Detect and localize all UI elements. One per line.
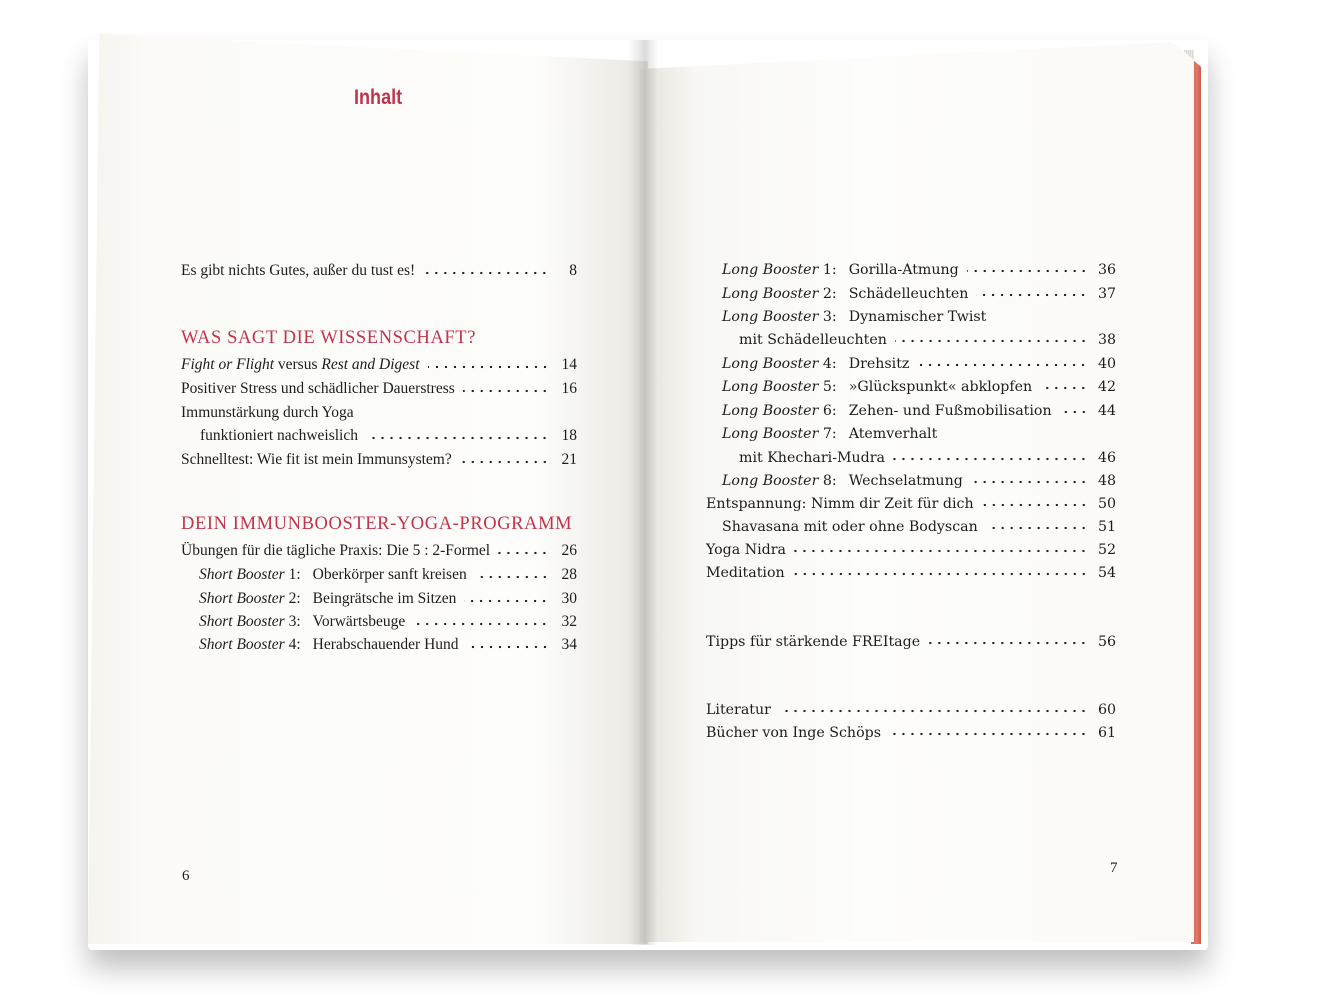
toc-page-number: 44 — [1097, 403, 1116, 419]
toc-entry-text: »Glückspunkt« abklopfen — [848, 379, 1033, 395]
left-page — [88, 34, 648, 944]
toc-page-number: 42 — [1097, 379, 1116, 395]
toc-entry — [722, 420, 1116, 442]
booster-number: 1: — [288, 566, 301, 583]
leader-dots — [976, 293, 1088, 297]
leader-dots — [498, 551, 549, 555]
toc-page-number: 61 — [1097, 725, 1116, 741]
booster-label: Short Booster — [199, 613, 285, 630]
toc-entry — [199, 562, 577, 584]
leader-dots — [463, 389, 549, 393]
toc-page-number: 37 — [1097, 286, 1116, 302]
toc-entry-text: Schnelltest: Wie fit ist mein Immunsystem? — [181, 451, 452, 468]
toc-entry-text: Yoga Nidra — [706, 542, 786, 558]
leader-dots — [464, 599, 549, 603]
leader-dots — [460, 460, 549, 464]
leader-dots — [793, 572, 1088, 576]
toc-entry — [739, 326, 1116, 348]
toc-entry — [181, 258, 577, 280]
toc-entry — [722, 350, 1116, 372]
booster-label: Long Booster — [722, 403, 819, 419]
toc-entry — [706, 490, 1116, 512]
toc-entry — [722, 303, 1116, 325]
toc-entry-text: Meditation — [706, 565, 785, 581]
book-gutter — [628, 40, 658, 945]
toc-entry — [181, 376, 577, 398]
toc-page-number: 26 — [561, 542, 577, 559]
toc-entry-text: Atemverhalt — [848, 426, 938, 442]
booster-number: 4: — [822, 356, 837, 372]
toc-entry-text: Dynamischer Twist — [848, 309, 987, 325]
booster-label: Long Booster — [722, 286, 819, 302]
toc-entry-text: funktioniert nachweislich — [200, 427, 358, 444]
leader-dots — [467, 645, 549, 649]
toc-entry-text: mit Schädelleuchten — [739, 332, 887, 348]
booster-number: 4: — [288, 636, 301, 653]
booster-label: Short Booster — [199, 590, 285, 607]
toc-entry — [722, 373, 1116, 395]
toc-entry — [706, 696, 1116, 718]
toc-page-number: 18 — [561, 427, 577, 444]
toc-entry-text: Tipps für stärkende FREItage — [706, 634, 921, 650]
booster-label: Short Booster — [199, 566, 285, 583]
toc-entry — [722, 256, 1116, 278]
section-heading: DEIN IMMUNBOOSTER-YOGA-PROGRAMM — [181, 514, 573, 534]
toc-page-number: 21 — [561, 451, 577, 468]
leader-dots — [917, 363, 1088, 367]
leader-dots — [889, 732, 1088, 736]
toc-entry-text: Literatur — [706, 702, 771, 718]
toc-entry — [739, 444, 1116, 466]
toc-entry-text: Gorilla-Atmung — [848, 262, 959, 278]
toc-page-number: 30 — [561, 590, 577, 607]
booster-label: Long Booster — [722, 309, 819, 325]
toc-page-number: 56 — [1097, 634, 1116, 650]
toc-entry — [199, 632, 577, 654]
toc-entry-text: Übungen für die tägliche Praxis: Die 5 : 2-Formel — [181, 542, 491, 559]
toc-entry — [706, 628, 1116, 650]
toc-page-number: 40 — [1097, 356, 1116, 372]
toc-page-number: 60 — [1097, 702, 1116, 718]
leader-dots — [794, 549, 1088, 553]
toc-entry-text: Bücher von Inge Schöps — [706, 725, 881, 741]
booster-label: Long Booster — [722, 356, 819, 372]
page-number-left: 6 — [182, 868, 190, 884]
toc-page-number: 32 — [561, 613, 577, 630]
toc-entry — [722, 513, 1116, 535]
toc-entry-text: Immunstärkung durch Yoga — [181, 404, 354, 421]
toc-entry — [706, 719, 1116, 741]
toc-entry — [722, 280, 1116, 302]
toc-page-number: 34 — [561, 636, 577, 653]
toc-entry-text: Beingrätsche im Sitzen — [312, 590, 457, 607]
toc-page-number: 28 — [561, 566, 577, 583]
toc-entry-text: Zehen- und Fußmobilisation — [848, 403, 1052, 419]
booster-label: Short Booster — [199, 636, 285, 653]
toc-entry — [722, 467, 1116, 489]
leader-dots — [893, 457, 1088, 461]
toc-entry-text: Wechselatmung — [848, 473, 963, 489]
toc-entry-text: Vorwärtsbeuge — [312, 613, 406, 630]
leader-dots — [366, 436, 549, 440]
page-number-right: 7 — [1110, 860, 1118, 876]
toc-entry — [200, 423, 577, 445]
toc-page-number: 8 — [569, 262, 577, 279]
toc-entry-text: Es gibt nichts Gutes, außer du tust es! — [181, 262, 416, 279]
booster-number: 3: — [822, 309, 837, 325]
page-title: Inhalt — [354, 86, 403, 109]
section-heading: WAS SAGT DIE WISSENSCHAFT? — [181, 328, 477, 348]
toc-entry-text: mit Khechari-Mudra — [739, 450, 885, 466]
booster-number: 2: — [822, 286, 837, 302]
toc-page-number: 38 — [1097, 332, 1116, 348]
toc-page-number: 50 — [1097, 496, 1116, 512]
toc-entry — [722, 397, 1116, 419]
booster-number: 2: — [288, 590, 301, 607]
leader-dots — [971, 480, 1088, 484]
booster-number: 7: — [822, 426, 837, 442]
toc-page-number: 54 — [1097, 565, 1116, 581]
toc-entry — [706, 559, 1116, 581]
toc-entry-text: Entspannung: Nimm dir Zeit für dich — [706, 496, 974, 512]
toc-page-number: 46 — [1097, 450, 1116, 466]
leader-dots — [779, 709, 1088, 713]
booster-label: Long Booster — [722, 379, 819, 395]
toc-entry — [181, 447, 577, 469]
toc-page-number: 14 — [561, 356, 577, 373]
toc-page-number: 16 — [561, 380, 577, 397]
booster-label: Long Booster — [722, 262, 819, 278]
leader-dots — [1060, 410, 1088, 414]
leader-dots — [986, 526, 1088, 530]
toc-entry — [199, 586, 577, 608]
booster-label: Long Booster — [722, 473, 819, 489]
toc-page-number: 48 — [1097, 473, 1116, 489]
toc-entry-text: Drehsitz — [848, 356, 910, 372]
booster-label: Long Booster — [722, 426, 819, 442]
leader-dots — [475, 575, 549, 579]
toc-page-number: 36 — [1097, 262, 1116, 278]
toc-entry-text: Positiver Stress und schädlicher Dauerstress — [181, 380, 455, 397]
leader-dots — [428, 365, 549, 369]
leader-dots — [895, 339, 1088, 343]
leader-dots — [982, 503, 1088, 507]
toc-entry — [199, 609, 577, 631]
toc-entry-text: Herabschauender Hund — [312, 636, 459, 653]
leader-dots — [967, 269, 1088, 273]
toc-entry-text: Fight or Flight versus Rest and Digest — [181, 356, 420, 373]
booster-number: 1: — [822, 262, 837, 278]
booster-number: 6: — [822, 403, 837, 419]
toc-entry-text: Oberkörper sanft kreisen — [312, 566, 467, 583]
toc-entry — [181, 352, 577, 374]
toc-entry-text: Shavasana mit oder ohne Bodyscan — [722, 519, 978, 535]
booster-number: 5: — [822, 379, 837, 395]
leader-dots — [413, 622, 549, 626]
toc-entry — [181, 538, 577, 560]
leader-dots — [1040, 386, 1088, 390]
booster-number: 3: — [288, 613, 301, 630]
toc-page-number: 52 — [1097, 542, 1116, 558]
leader-dots — [928, 641, 1088, 645]
toc-page-number: 51 — [1097, 519, 1116, 535]
toc-entry-text: Schädelleuchten — [848, 286, 969, 302]
toc-entry — [181, 400, 577, 422]
toc-entry — [706, 536, 1116, 558]
leader-dots — [423, 271, 549, 275]
booster-number: 8: — [822, 473, 837, 489]
